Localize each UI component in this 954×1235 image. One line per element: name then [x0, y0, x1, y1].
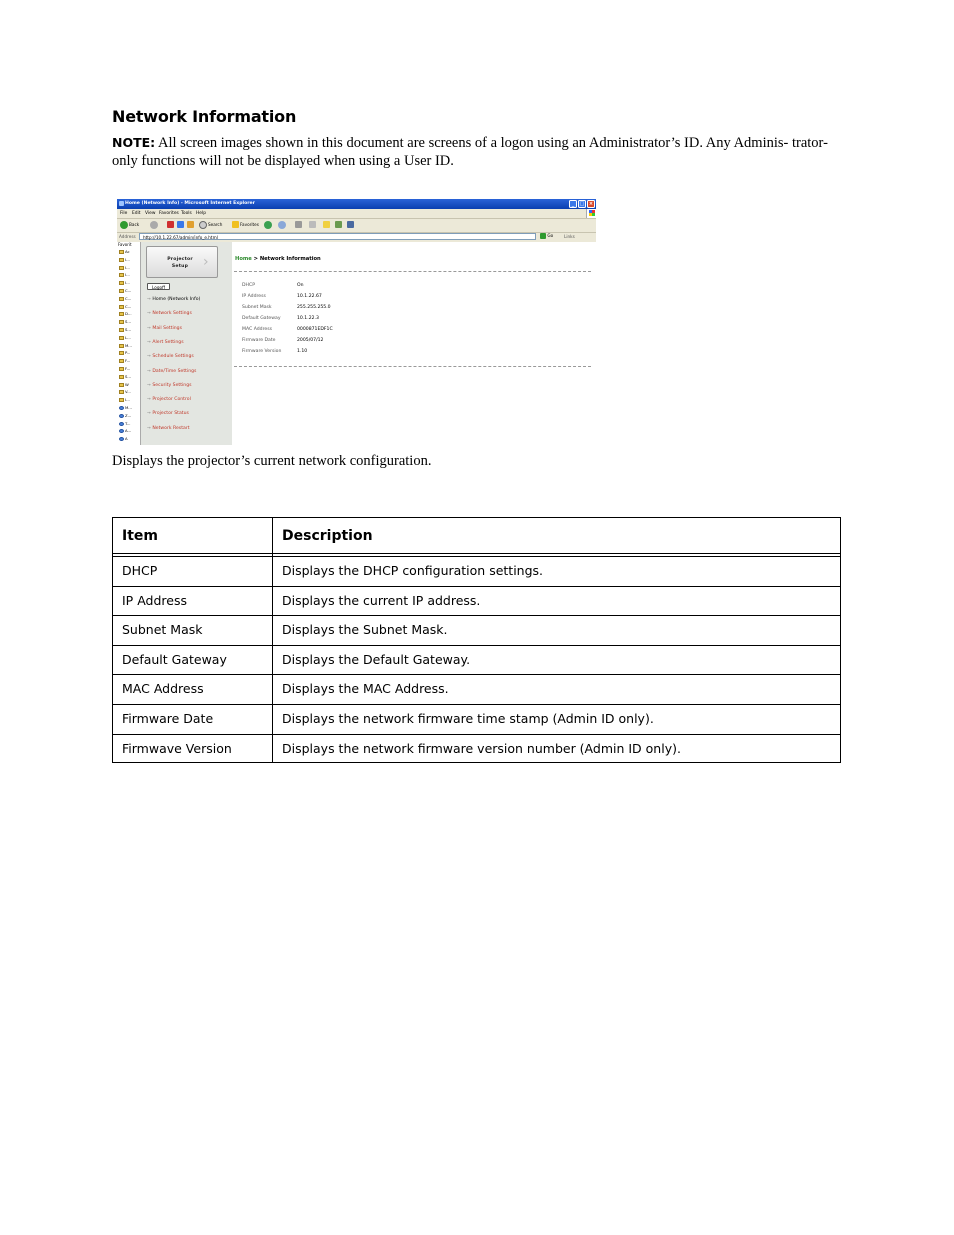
- folder-icon: [119, 273, 124, 277]
- favorites-item[interactable]: [119, 382, 139, 388]
- table-cell-item: MAC Address: [122, 681, 204, 697]
- web-page-icon: [119, 437, 124, 441]
- maximize-icon[interactable]: □: [579, 201, 585, 207]
- favorites-item-label: D...: [125, 311, 132, 317]
- favorites-item[interactable]: [119, 327, 139, 333]
- table-row: [113, 645, 840, 674]
- screenshot-caption: Displays the projector’s current network configuration.: [112, 453, 432, 469]
- folder-icon: [119, 250, 124, 254]
- folder-icon: [119, 305, 124, 309]
- table-cell-item: IP Address: [122, 592, 187, 608]
- folder-icon: [119, 312, 124, 316]
- favorites-item-label: I...: [125, 397, 130, 403]
- table-row: [113, 586, 840, 615]
- favorites-item-label: I...: [125, 272, 130, 278]
- favorites-item-label: P...: [125, 350, 131, 356]
- setup-nav-label: Network Restart: [152, 425, 190, 431]
- table-row: [113, 734, 840, 763]
- favorites-item-label: S...: [125, 373, 132, 379]
- arrow-right-icon: →: [147, 382, 151, 388]
- folder-icon: [119, 297, 124, 301]
- favorites-item-label: T...: [125, 420, 131, 426]
- setup-sidebar: [141, 242, 232, 445]
- info-key: DHCP: [242, 283, 255, 288]
- folder-icon: [119, 359, 124, 363]
- go-button[interactable]: [540, 233, 553, 239]
- search-label[interactable]: Search: [208, 222, 223, 227]
- favorites-item[interactable]: [119, 335, 139, 341]
- header-item: Item: [122, 528, 158, 544]
- divider-top: [234, 271, 591, 272]
- favorites-item[interactable]: [119, 343, 139, 349]
- address-label: Address: [119, 234, 136, 239]
- menu-help[interactable]: Help: [196, 211, 207, 216]
- edit-icon[interactable]: [309, 221, 316, 228]
- favorites-item[interactable]: [119, 257, 139, 263]
- favorites-item-label: Z...: [125, 412, 132, 418]
- links-label[interactable]: Links: [564, 234, 575, 239]
- table-cell-item: Firmware Date: [122, 711, 214, 726]
- messenger-icon[interactable]: [335, 221, 342, 228]
- web-page-icon: [119, 406, 124, 410]
- menu-tools[interactable]: Tools: [181, 211, 192, 216]
- menu-edit[interactable]: Edit: [132, 211, 141, 216]
- browser-toolbar: [117, 218, 596, 233]
- logoff-button[interactable]: Logoff: [147, 283, 170, 290]
- favorites-item[interactable]: [119, 374, 139, 380]
- info-value: 1.10: [297, 349, 308, 354]
- setup-nav-item[interactable]: [147, 354, 194, 359]
- close-icon[interactable]: ×: [588, 201, 594, 207]
- setup-nav-label: Home (Network Info): [152, 297, 201, 302]
- favorites-item-label: S...: [125, 327, 132, 332]
- back-label[interactable]: Back: [129, 222, 140, 227]
- info-key: IP Address: [242, 294, 266, 299]
- favorites-item-label: I...: [125, 280, 130, 286]
- table-cell-description: Displays the DHCP configuration settings.: [282, 563, 544, 578]
- refresh-icon[interactable]: [177, 221, 184, 228]
- note-text: All screen images shown in this document are screens of a logon using an Administrator’s ID. Any Adminis- trator-only functions will not be displayed when using a User ID.: [112, 135, 828, 169]
- projector-setup-logo: [146, 246, 218, 278]
- setup-nav-label: Projector Status: [152, 411, 189, 417]
- setup-nav-label: Security Settings: [152, 382, 192, 388]
- header-description: Description: [282, 528, 373, 544]
- arrow-right-icon: →: [147, 397, 151, 403]
- info-value: 10.1.22.67: [297, 294, 322, 299]
- window-titlebar: [117, 199, 596, 209]
- setup-nav-item[interactable]: [147, 383, 192, 388]
- favorites-item-label: M...: [125, 405, 132, 410]
- favorites-item[interactable]: [119, 436, 139, 442]
- setup-nav-label: Mail Settings: [152, 325, 182, 331]
- setup-nav-item[interactable]: [147, 311, 192, 316]
- table-cell-description: Displays the Default Gateway.: [282, 651, 471, 667]
- favorites-item[interactable]: [119, 405, 139, 411]
- favorites-item-label: A...: [125, 428, 132, 434]
- setup-nav-label: Alert Settings: [152, 339, 184, 345]
- search-icon[interactable]: [199, 221, 207, 229]
- windows-flag-icon: [586, 209, 596, 218]
- forward-icon[interactable]: [150, 221, 158, 229]
- window-title: Home (Network Info) - Microsoft Internet Explorer: [125, 201, 255, 206]
- web-page-icon: [119, 429, 124, 433]
- favorites-item-label: F...: [125, 366, 131, 371]
- folder-icon: [119, 367, 124, 371]
- arrow-right-icon: →: [147, 339, 151, 345]
- go-icon: [540, 233, 546, 239]
- favorites-item[interactable]: [119, 350, 139, 356]
- folder-icon: [119, 328, 124, 332]
- folder-icon: [119, 390, 124, 394]
- arrow-right-icon: →: [147, 311, 151, 317]
- arrow-right-icon: →: [147, 411, 151, 417]
- table-row: [113, 704, 840, 733]
- table-cell-item: DHCP: [122, 563, 158, 578]
- menu-favorites[interactable]: Favorites: [159, 211, 179, 216]
- web-page: [141, 242, 596, 445]
- favorites-item[interactable]: [119, 288, 139, 294]
- favorites-item-label: L...: [125, 334, 131, 340]
- favorites-item[interactable]: [119, 397, 139, 403]
- mail-icon[interactable]: [278, 221, 286, 229]
- setup-nav-item[interactable]: [147, 340, 184, 345]
- minimize-icon[interactable]: _: [569, 200, 577, 208]
- home-icon[interactable]: [187, 221, 194, 228]
- table-cell-item: Default Gateway: [122, 651, 227, 667]
- browser-screenshot: [117, 199, 596, 445]
- favorites-item-label: C...: [125, 295, 132, 301]
- favorites-item[interactable]: [119, 389, 139, 395]
- setup-nav-label: Projector Control: [152, 397, 191, 403]
- breadcrumb-current: Network Information: [259, 256, 321, 262]
- arrow-right-icon: →: [147, 325, 151, 331]
- setup-nav-label: Schedule Settings: [152, 354, 194, 360]
- favorites-item-label: I...: [125, 256, 130, 262]
- network-info-table: [112, 517, 841, 763]
- print-icon[interactable]: [295, 221, 302, 228]
- favorites-item-label: W: [125, 381, 129, 387]
- table-row: [113, 615, 840, 644]
- back-icon[interactable]: [120, 221, 128, 229]
- folder-icon: [119, 351, 124, 355]
- logo-line2: Setup: [171, 264, 189, 269]
- table-cell-description: Displays the Subnet Mask.: [282, 622, 448, 638]
- favorites-item[interactable]: [119, 413, 139, 419]
- arrow-right-icon: →: [147, 354, 151, 360]
- favorites-item-label: I...: [125, 264, 130, 270]
- favorites-item[interactable]: [119, 249, 139, 255]
- info-value: 10.1.22.3: [297, 316, 319, 321]
- table-cell-item: Firmwave Version: [122, 740, 232, 756]
- page-breadcrumb: [235, 256, 321, 262]
- divider-bottom: [234, 366, 591, 367]
- info-key: MAC Address: [242, 327, 272, 332]
- arrow-right-icon: →: [147, 368, 151, 374]
- folder-icon: [119, 320, 124, 324]
- info-value: 255.255.255.0: [297, 305, 331, 310]
- web-page-icon: [119, 422, 124, 426]
- favorites-star-icon[interactable]: [232, 221, 239, 228]
- arrow-right-icon: →: [147, 297, 151, 302]
- favorites-item-label: C...: [125, 288, 132, 293]
- info-key: Firmware Version: [242, 349, 282, 354]
- chevron-right-icon: ›: [203, 254, 209, 270]
- folder-icon[interactable]: [323, 221, 330, 228]
- menu-view[interactable]: View: [145, 211, 156, 216]
- folder-icon: [119, 375, 124, 379]
- setup-nav-item[interactable]: [147, 369, 196, 374]
- table-cell-description: Displays the MAC Address.: [282, 681, 449, 697]
- favorites-item[interactable]: [119, 272, 139, 278]
- header-rule-1: [113, 553, 840, 554]
- table-row: [113, 556, 840, 585]
- folder-icon: [119, 383, 124, 387]
- folder-icon: [119, 336, 124, 340]
- favorites-item[interactable]: [119, 366, 139, 372]
- favorites-item[interactable]: [119, 304, 139, 310]
- research-icon[interactable]: [347, 221, 354, 228]
- setup-nav-item[interactable]: [147, 411, 189, 416]
- breadcrumb-separator: >: [251, 256, 260, 262]
- table-cell-description: Displays the network firmware version number (Admin ID only).: [282, 740, 681, 756]
- favorites-item-label: C...: [125, 303, 132, 309]
- favorites-label[interactable]: Favorites: [240, 222, 259, 227]
- favorites-pane: [117, 242, 141, 445]
- logo-line1: Projector: [167, 257, 193, 262]
- web-page-icon: [119, 414, 124, 418]
- setup-nav-label: Network Settings: [152, 311, 192, 317]
- folder-icon: [119, 289, 124, 293]
- table-cell-item: Subnet Mask: [122, 622, 203, 638]
- section-title: Network Information: [112, 107, 297, 126]
- folder-icon: [119, 344, 124, 348]
- note-label: NOTE:: [112, 135, 156, 150]
- setup-nav-item[interactable]: [147, 397, 191, 402]
- ie-icon: [119, 201, 124, 206]
- setup-nav-item[interactable]: [147, 297, 200, 302]
- info-key: Default Gateway: [242, 316, 281, 321]
- table-cell-description: Displays the current IP address.: [282, 592, 481, 608]
- favorites-item-label: S...: [125, 319, 132, 325]
- table-row: [113, 674, 840, 703]
- setup-nav-item[interactable]: [147, 326, 182, 331]
- favorites-item[interactable]: [119, 421, 139, 427]
- setup-nav-label: Date/Time Settings: [152, 368, 197, 374]
- info-key: Subnet Mask: [242, 305, 272, 310]
- folder-icon: [119, 398, 124, 402]
- setup-nav-item[interactable]: [147, 426, 190, 431]
- arrow-right-icon: →: [147, 425, 151, 431]
- favorites-item[interactable]: [119, 265, 139, 271]
- history-icon[interactable]: [264, 221, 272, 229]
- stop-icon[interactable]: [167, 221, 174, 228]
- favorites-item-label: Ac: [125, 249, 130, 254]
- favorites-pane-title: Favorit: [118, 242, 132, 247]
- favorites-item[interactable]: [119, 311, 139, 317]
- info-value: On: [297, 283, 304, 288]
- info-key: Firmware Date: [242, 338, 276, 343]
- breadcrumb-home-link[interactable]: Home: [235, 256, 252, 262]
- favorites-item[interactable]: [119, 296, 139, 302]
- favorites-item-label: F...: [125, 358, 131, 364]
- favorites-item-label: M...: [125, 342, 132, 348]
- folder-icon: [119, 258, 124, 262]
- table-cell-description: Displays the network firmware time stamp (Admin ID only).: [282, 711, 654, 726]
- menu-file[interactable]: File: [120, 211, 128, 216]
- folder-icon: [119, 281, 124, 285]
- favorites-item[interactable]: [119, 358, 139, 364]
- info-value: 0000871EDF1C: [297, 327, 333, 332]
- favorites-item[interactable]: [119, 280, 139, 286]
- favorites-item[interactable]: [119, 428, 139, 434]
- favorites-item-label: V...: [125, 389, 131, 395]
- info-value: 2005/07/12: [297, 338, 324, 343]
- favorites-item[interactable]: [119, 319, 139, 325]
- note-paragraph: [112, 134, 842, 170]
- address-input[interactable]: http://10.1.22.67/admin/info_e.html: [139, 233, 536, 240]
- favorites-item-label: A: [125, 436, 128, 442]
- folder-icon: [119, 266, 124, 270]
- go-label: Go: [547, 233, 554, 238]
